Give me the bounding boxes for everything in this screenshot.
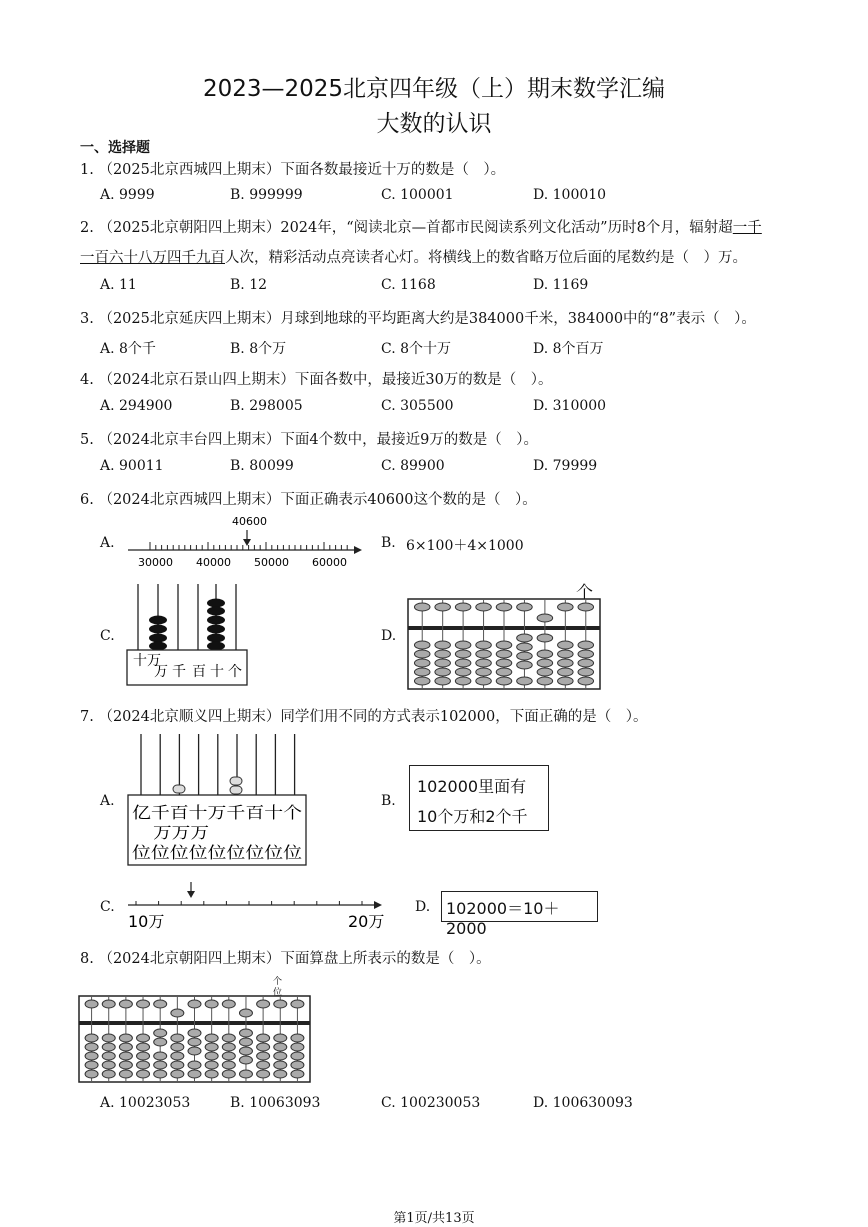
bead <box>119 1043 132 1051</box>
bead <box>119 1061 132 1069</box>
bead <box>154 1038 167 1046</box>
place-label: 万 <box>154 664 168 680</box>
tick-label: 50000 <box>254 556 289 569</box>
bead <box>496 659 512 667</box>
question-8: 8. （2024北京朝阳四上期末）下面算盘上所表示的数是（ ）。 <box>80 951 491 967</box>
bead <box>435 659 451 667</box>
bead <box>230 777 242 785</box>
section-heading: 一、选择题 <box>80 140 150 156</box>
q6-option-d-label[interactable]: D. <box>381 628 397 644</box>
bead <box>414 650 430 658</box>
question-6: 6. （2024北京西城四上期末）下面正确表示40600这个数的是（ ）。 <box>80 492 537 508</box>
bead <box>222 1034 235 1042</box>
q1-option-d[interactable]: D. 100010 <box>533 187 607 203</box>
page-footer: 第1页/共13页 <box>393 1211 475 1226</box>
q1-option-c[interactable]: C. 100001 <box>381 187 454 203</box>
q8-option-c[interactable]: C. 100230053 <box>381 1095 481 1111</box>
bead <box>85 1052 98 1060</box>
q7-option-d-box <box>441 891 598 938</box>
q1-option-b[interactable]: B. 999999 <box>230 187 303 203</box>
q4-option-c[interactable]: C. 305500 <box>381 398 454 414</box>
bead <box>222 1061 235 1069</box>
bead <box>435 650 451 658</box>
place-label: 千 <box>172 664 186 680</box>
bead <box>558 603 574 611</box>
q7-option-a-counting-frame <box>124 730 310 868</box>
bead <box>222 1000 235 1008</box>
bead <box>291 1043 304 1051</box>
q7-option-d-label[interactable]: D. <box>415 899 431 915</box>
q3-option-a[interactable]: A. 8个千 <box>100 341 156 357</box>
question-2-line-2 <box>80 246 747 267</box>
bead <box>274 1052 287 1060</box>
q3-option-c[interactable]: C. 8个十万 <box>381 341 452 357</box>
number-line-ticks <box>150 542 347 550</box>
q4-option-b[interactable]: B. 298005 <box>230 398 303 414</box>
q4-option-d[interactable]: D. 310000 <box>533 398 607 414</box>
bead <box>414 603 430 611</box>
bead <box>205 1070 218 1078</box>
q7-option-c-number-line <box>120 878 390 930</box>
q4-option-a[interactable]: A. 294900 <box>100 398 173 414</box>
bead <box>455 641 471 649</box>
q5-option-b[interactable]: B. 80099 <box>230 458 294 474</box>
place-label: 十 <box>210 664 224 680</box>
bead <box>435 677 451 685</box>
bead <box>257 1070 270 1078</box>
bead <box>274 1000 287 1008</box>
question-5: 5. （2024北京丰台四上期末）下面4个数中，最接近9万的数是（ ）。 <box>80 432 539 448</box>
place-label: 十万 <box>133 653 161 669</box>
bead <box>119 1070 132 1078</box>
bead <box>537 659 553 667</box>
bead <box>578 668 594 676</box>
bead <box>455 677 471 685</box>
q5-option-a[interactable]: A. 90011 <box>100 458 164 474</box>
bead <box>558 659 574 667</box>
q1-option-a[interactable]: A. 9999 <box>100 187 155 203</box>
q6-option-b-label[interactable]: B. <box>381 535 396 551</box>
bead-stack-ten-thousands <box>149 616 167 651</box>
bead <box>119 1034 132 1042</box>
bead <box>496 650 512 658</box>
question-2-line-1 <box>80 216 762 237</box>
bead <box>558 668 574 676</box>
bead <box>85 1070 98 1078</box>
q2-text-a: 2. （2025北京朝阳四上期末）2024年，“阅读北京—首都市民阅读系列文化活动”历时8个月，辐射超 <box>80 220 733 236</box>
bead <box>205 1034 218 1042</box>
bead <box>188 1047 201 1055</box>
bead <box>154 1000 167 1008</box>
bead <box>476 603 492 611</box>
q7-option-c-label[interactable]: C. <box>100 899 115 915</box>
bead <box>291 1052 304 1060</box>
bead <box>455 603 471 611</box>
page-subtitle: 大数的认识 <box>376 111 492 137</box>
q6-number-line <box>120 510 365 572</box>
q8-option-d[interactable]: D. 100630093 <box>533 1095 633 1111</box>
question-4: 4. （2024北京石景山四上期末）下面各数中，最接近30万的数是（ ）。 <box>80 372 553 388</box>
bead <box>414 677 430 685</box>
place-row-3: 位位位位位位位位位 <box>132 843 302 862</box>
bead <box>137 1061 150 1069</box>
bead <box>257 1000 270 1008</box>
q2-text-b: 人次，精彩活动点亮读者心灯。将横线上的数省略万位后面的尾数约是（ ）万。 <box>225 250 747 266</box>
bead <box>188 1061 201 1069</box>
q8-option-b[interactable]: B. 10063093 <box>230 1095 321 1111</box>
bead <box>102 1070 115 1078</box>
bead <box>171 1070 184 1078</box>
q6-option-b-expression: 6×100＋4×1000 <box>406 538 524 554</box>
bead <box>496 641 512 649</box>
bead <box>517 652 533 660</box>
place-row-2: 万万万 <box>153 823 209 842</box>
bead <box>205 1043 218 1051</box>
bead <box>239 1047 252 1055</box>
question-1: 1. （2025北京西城四上期末）下面各数最接近十万的数是（ ）。 <box>80 162 506 178</box>
bead <box>102 1052 115 1060</box>
question-7: 7. （2024北京顺义四上期末）同学们用不同的方式表示102000，下面正确的是（ ）。 <box>80 709 648 725</box>
bead <box>558 641 574 649</box>
bead <box>119 1000 132 1008</box>
bead <box>85 1034 98 1042</box>
bead <box>239 1009 252 1017</box>
q2-underlined-a: 一千 <box>732 220 762 236</box>
tick-label: 60000 <box>312 556 347 569</box>
bead <box>291 1000 304 1008</box>
bead <box>137 1052 150 1060</box>
bead <box>537 677 553 685</box>
bead <box>291 1034 304 1042</box>
bead <box>205 1000 218 1008</box>
q8-option-a[interactable]: A. 10023053 <box>100 1095 191 1111</box>
bead <box>414 659 430 667</box>
bead <box>137 1043 150 1051</box>
bead <box>230 786 242 794</box>
bead <box>119 1052 132 1060</box>
bead <box>455 650 471 658</box>
bead <box>188 1000 201 1008</box>
bead <box>239 1029 252 1037</box>
bead <box>558 650 574 658</box>
number-line-marker: 40600 <box>232 515 267 528</box>
bead <box>85 1061 98 1069</box>
bead <box>154 1052 167 1060</box>
bead <box>496 668 512 676</box>
bead <box>558 677 574 685</box>
q2-option-d[interactable]: D. 1169 <box>533 277 589 293</box>
bead <box>222 1043 235 1051</box>
bead <box>414 668 430 676</box>
bead <box>171 1052 184 1060</box>
bead <box>414 641 430 649</box>
bead <box>476 641 492 649</box>
bead <box>578 603 594 611</box>
bead <box>517 603 533 611</box>
bead <box>496 603 512 611</box>
q7-option-b-box <box>409 765 549 831</box>
bead <box>257 1034 270 1042</box>
bead <box>435 603 451 611</box>
bead <box>435 668 451 676</box>
bead <box>435 641 451 649</box>
q3-option-b[interactable]: B. 8个万 <box>230 341 287 357</box>
bead <box>154 1029 167 1037</box>
place-label: 个 <box>228 664 242 680</box>
abacus-label-bottom: 位 <box>273 988 283 998</box>
bead <box>291 1070 304 1078</box>
q6-option-d-abacus <box>407 598 601 690</box>
q3-option-d[interactable]: D. 8个百万 <box>533 341 604 357</box>
bead <box>537 650 553 658</box>
bead <box>257 1061 270 1069</box>
box-line-1: 102000里面有 <box>417 777 527 796</box>
bead <box>222 1052 235 1060</box>
bead <box>455 668 471 676</box>
bead <box>476 668 492 676</box>
bead <box>537 668 553 676</box>
bead <box>274 1034 287 1042</box>
place-label: 百 <box>192 664 206 680</box>
bead-stack-hundreds <box>207 599 225 651</box>
bead <box>257 1043 270 1051</box>
q2-option-b[interactable]: B. 12 <box>230 277 268 293</box>
bead <box>274 1070 287 1078</box>
bead <box>291 1061 304 1069</box>
q7-option-a-label[interactable]: A. <box>100 793 115 809</box>
bead <box>154 1061 167 1069</box>
bead <box>476 659 492 667</box>
bead <box>476 677 492 685</box>
q6-option-c-counting-frame <box>124 580 252 688</box>
place-row-1: 亿千百十万千百十个 <box>132 803 302 822</box>
bead <box>222 1070 235 1078</box>
bead <box>578 659 594 667</box>
bead <box>102 1043 115 1051</box>
bead <box>455 659 471 667</box>
box-line-2: 10个万和2个千 <box>417 807 528 826</box>
q5-option-d[interactable]: D. 79999 <box>533 458 598 474</box>
bead <box>517 661 533 669</box>
bead <box>85 1043 98 1051</box>
bead <box>578 677 594 685</box>
bead <box>239 1070 252 1078</box>
bead <box>102 1034 115 1042</box>
q6-option-a-label[interactable]: A. <box>100 535 115 551</box>
bead <box>171 1009 184 1017</box>
q8-abacus <box>78 995 311 1083</box>
bead <box>188 1038 201 1046</box>
bead <box>257 1052 270 1060</box>
bead <box>137 1034 150 1042</box>
q6-abacus-ones-label: 个 <box>576 583 593 603</box>
bead <box>239 1038 252 1046</box>
bead <box>274 1061 287 1069</box>
bead <box>171 1034 184 1042</box>
bead <box>476 650 492 658</box>
page-title: 2023—2025北京四年级（上）期末数学汇编 <box>202 76 666 102</box>
q2-option-a[interactable]: A. 11 <box>100 277 137 293</box>
bead <box>137 1070 150 1078</box>
line-left-label: 10万 <box>128 912 165 930</box>
bead <box>537 614 553 622</box>
bead <box>173 785 185 793</box>
q2-underlined-b: 一百六十八万四千九百 <box>80 250 225 266</box>
tick-label: 40000 <box>196 556 231 569</box>
bead <box>154 1070 167 1078</box>
box-equation: 102000＝10＋2000 <box>446 899 560 938</box>
bead <box>188 1029 201 1037</box>
bead <box>205 1052 218 1060</box>
question-3: 3. （2025北京延庆四上期末）月球到地球的平均距离大约是384000千米，384000中的“8”表示（ ）。 <box>80 311 756 327</box>
q7-option-b-label[interactable]: B. <box>381 793 396 809</box>
bead <box>274 1043 287 1051</box>
bead <box>578 650 594 658</box>
q6-option-c-label[interactable]: C. <box>100 628 115 644</box>
bead <box>102 1000 115 1008</box>
tick-label: 30000 <box>138 556 173 569</box>
bead <box>578 641 594 649</box>
bead <box>171 1043 184 1051</box>
abacus-label-top: 个 <box>273 977 283 987</box>
bead <box>85 1000 98 1008</box>
bead <box>537 634 553 642</box>
bead <box>517 643 533 651</box>
bead <box>517 634 533 642</box>
line-right-label: 20万 <box>348 912 385 930</box>
bead <box>496 677 512 685</box>
bead <box>102 1061 115 1069</box>
q2-option-c[interactable]: C. 1168 <box>381 277 436 293</box>
bead <box>239 1056 252 1064</box>
bead <box>188 1070 201 1078</box>
q5-option-c[interactable]: C. 89900 <box>381 458 445 474</box>
bead <box>517 677 533 685</box>
bead <box>205 1061 218 1069</box>
bead <box>171 1061 184 1069</box>
bead <box>137 1000 150 1008</box>
